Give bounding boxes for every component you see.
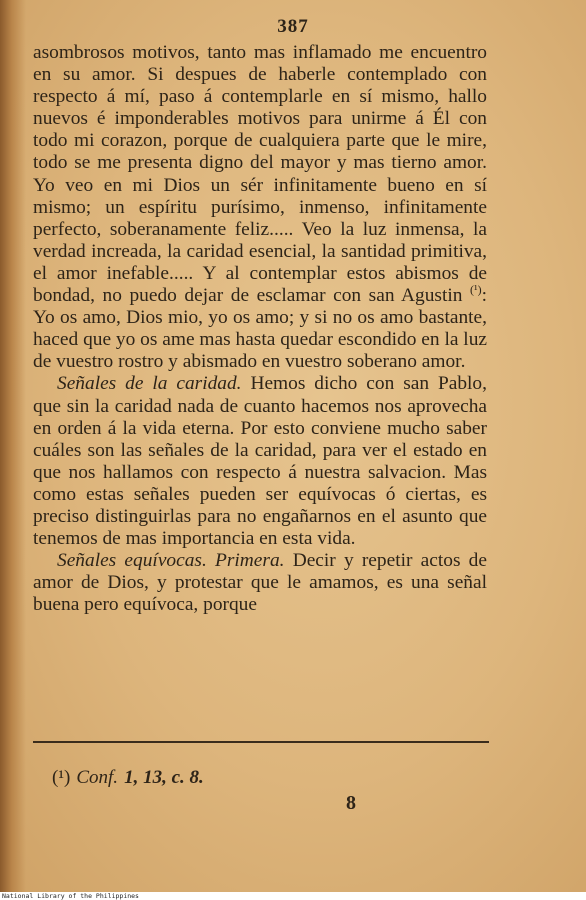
text-run: : Yo os amo, Dios mio, yo os amo; y si no os amo bastante, haced que yo os ame mas hasta quedar escondido en la luz de vuestro rostro y abismado en vuestro soberano amor. — [33, 285, 487, 373]
footnote — [52, 766, 472, 790]
paragraph-3 — [33, 550, 487, 616]
signature-mark: 8 — [346, 792, 356, 814]
text-run: asombrosos motivos, tanto mas inflamado me encuentro en su amor. Si despues de haberle contemplado con respecto á mí, paso á contemplarle en sí mismo, hallo nuevos é imponderables motivos para unirme á Él con todo mi corazon, porque de cualquiera parte que le mire, todo se me presenta digno del mayor y mas tierno amor. Yo veo en mi Dios un sér infinitamente bueno en sí mismo; un espíritu purísimo, inmenso, infinitamente perfecto, soberanamente feliz..... Veo la luz inmensa, la verdad increada, la caridad esencial, la santidad primitiva, el amor inefable..... Y al contemplar estos abismos de bondad, no puedo dejar de esclamar con san Agustin — [33, 42, 487, 307]
text-run: Decir y repetir actos de amor de Dios, y protestar que le amamos, es una señal buena pero equívoca, porque — [33, 550, 487, 616]
footnote-marker: (¹) — [52, 767, 71, 788]
footnote-location: 1, 13, c. 8. — [124, 767, 204, 788]
footnote-reference: (¹) — [470, 282, 482, 297]
footnote-source: Conf. — [76, 767, 119, 788]
footnote-rule — [33, 741, 489, 743]
page-binding-shadow — [0, 0, 26, 892]
library-credit-bar — [0, 892, 586, 900]
section-heading-senales-caridad: Señales de la caridad. — [57, 373, 242, 395]
paragraph-2 — [33, 373, 487, 550]
section-heading-senales-equivocas: Señales equívocas. Primera. — [57, 550, 285, 572]
page-number: 387 — [277, 16, 309, 37]
library-credit: National Library of the Philippines — [2, 892, 139, 900]
paragraph-1 — [33, 42, 487, 373]
text-run: Hemos dicho con san Pablo, que sin la caridad nada de cuanto hacemos nos aprovecha en orden á la vida eterna. Por esto conviene mucho saber cuáles son las señales de la caridad, para ver el estado en que nos hallamos con respecto á nuestra salvacion. Mas como estas señales pueden ser equívocas ó ciertas, es preciso distinguirlas para no engañarnos en el asunto que tenemos de mas importancia en esta vida. — [33, 373, 487, 550]
body-text — [33, 42, 487, 616]
